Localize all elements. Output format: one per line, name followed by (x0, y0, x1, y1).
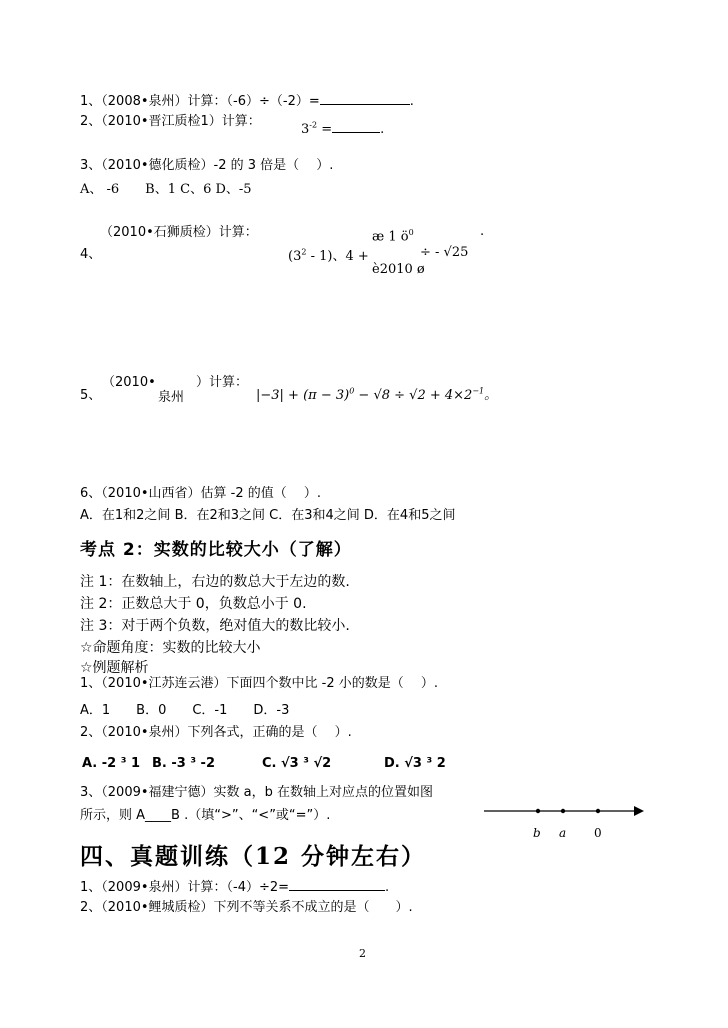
example-1 (80, 676, 438, 692)
q1-text: ）计算：（-6）÷（-2）= (174, 94, 320, 109)
q4-frac-bottom: è2010 ø (372, 262, 425, 277)
q2-expression (301, 120, 384, 137)
q5-label (196, 375, 248, 391)
question-4 (100, 225, 258, 241)
label-a (559, 825, 566, 841)
example-3-line-1 (80, 785, 433, 801)
q4-expr-part1b: - 1) (306, 249, 333, 264)
q4-tail: . (480, 224, 485, 239)
example-2-option-b (152, 756, 215, 772)
q2-exponent: -2 (309, 120, 318, 130)
q1-place: 泉州 (148, 94, 175, 109)
example-heading-text: ☆例题解析 (80, 660, 149, 676)
q5-expr2: − √8 ÷ √2 + 4×2 (354, 388, 473, 403)
number-line-arrow (634, 806, 644, 816)
note-1 (80, 574, 350, 590)
page-number (359, 946, 366, 962)
note-1-text: 注 1：在数轴上，右边的数总大于左边的数. (80, 574, 350, 590)
q4-period (480, 224, 484, 239)
note-2 (80, 596, 307, 612)
q1-tail: . (409, 94, 414, 109)
q4-expression (288, 245, 369, 264)
training-1-text: 1、（2009•泉州）计算：（-4）÷2= (80, 880, 290, 895)
example-1-text: 1、（2010•江苏连云港）下面四个数中比 -2 小的数是（ ）. (80, 676, 439, 691)
q2-equals: = (321, 122, 333, 137)
training-1-answer-blank[interactable] (289, 878, 385, 891)
training-1-tail: . (385, 880, 390, 895)
q5-number (80, 388, 101, 404)
example-3-line-1-text: 3、（2009•福建宁德）实数 a，b 在数轴上对应点的位置如图 (80, 785, 434, 800)
training-2-text: 2、（2010•鲤城质检）下列不等关系不成立的是（ ）. (80, 900, 413, 915)
label-zero (594, 825, 602, 841)
example-1-options (80, 703, 289, 719)
training-2 (80, 900, 413, 916)
question-5 (102, 375, 156, 391)
example-2-option-c (262, 756, 331, 772)
training-1 (80, 878, 389, 896)
q4-exp2: 0 (408, 228, 414, 237)
q4-separator: 、4 + (332, 249, 369, 264)
example-1-options-text: A．1 B．0 C．-1 D．-3 (80, 703, 290, 718)
label-a-text: a (559, 826, 567, 840)
q5-exp0: 0 (349, 386, 355, 396)
section-4-title-text: 四、真题训练（12 分钟左右） (80, 843, 427, 870)
q2-answer-blank[interactable] (332, 120, 380, 133)
proposition-angle (80, 640, 261, 656)
label-zero-text: 0 (594, 826, 602, 840)
q4-number (80, 247, 101, 263)
section-2-title (80, 542, 352, 558)
option-b-text: B. -3 ³ -2 (152, 756, 216, 771)
example-2-text: 2、（2010•泉州）下列各式，正确的是（ ）. (80, 725, 352, 740)
q5-text2: ）计算： (196, 375, 249, 390)
option-c-text: C. √3 ³ √2 (262, 756, 332, 771)
option-a-text: A. -2 ³ 1 (82, 756, 140, 771)
label-b-text: b (533, 826, 541, 840)
q5-expr: |−3| + (π − 3) (256, 388, 350, 403)
q5-exp-last: −1 (472, 386, 485, 396)
q1-answer-blank[interactable] (320, 92, 410, 105)
example-2-option-d (384, 756, 446, 772)
example-2-option-a (82, 756, 140, 772)
q4-num: 4、 (80, 247, 102, 262)
point-zero (596, 809, 600, 813)
q4-tail-expression (420, 245, 468, 260)
q4-frac-top: æ 1 ö (372, 229, 409, 245)
q4-expr-part1: (3 (288, 249, 302, 264)
option-d-text: D. √3 ³ 2 (384, 756, 446, 771)
q2-text: 2、（2010•晋江质检1）计算： (80, 114, 261, 129)
q4-mid: ÷ - √25 (420, 245, 469, 260)
q5-tail: 。 (484, 388, 498, 403)
question-3 (80, 158, 333, 174)
q5-text: （2010• (102, 375, 156, 390)
label-b (533, 825, 541, 841)
q6-text: 6、（2010•山西省）估算 -2 的值（ ）. (80, 486, 322, 501)
section-4-title (80, 842, 426, 872)
q6-options (80, 508, 455, 524)
example-2 (80, 725, 352, 741)
example-3-line-2 (80, 808, 330, 824)
q2-base: 3 (301, 122, 310, 137)
q1-prefix: 1、（2008• (80, 94, 149, 109)
q3-options (80, 182, 252, 198)
page-number-text: 2 (359, 947, 366, 960)
q3-text: 3、（2010•德化质检）-2 的 3 倍是（ ）. (80, 158, 334, 173)
example-heading (80, 660, 149, 676)
point-b (536, 809, 540, 813)
q6-options-text: A．在1和2之间 B．在2和3之间 C．在3和4之间 D．在4和5之间 (80, 508, 456, 523)
question-2 (80, 114, 261, 130)
q5-place-text: 泉州 (158, 390, 185, 405)
section-2-title-text: 考点 2：实数的比较大小（了解） (80, 540, 352, 560)
q4-fraction-bottom (372, 262, 425, 277)
q5-expression (256, 384, 497, 403)
note-2-text: 注 2：正数总大于 0，负数总小于 0. (80, 596, 307, 612)
example-3-line-2-text: 所示，则 A____B .（填“>”、“<”或“=”）. (80, 808, 331, 823)
q5-num: 5、 (80, 388, 102, 403)
q3-options-text: A、 -6 B、1 C、6 D、-5 (80, 182, 252, 197)
note-3 (80, 618, 350, 634)
q4-exp1: 2 (301, 247, 307, 257)
q5-place (158, 390, 184, 406)
q4-fraction-top (372, 228, 414, 244)
question-6 (80, 486, 321, 502)
note-3-text: 注 3：对于两个负数，绝对值大的数比较小. (80, 618, 350, 634)
point-a (561, 809, 565, 813)
q2-tail: . (380, 122, 385, 137)
proposition-angle-text: ☆命题角度：实数的比较大小 (80, 640, 261, 656)
question-1 (80, 92, 414, 110)
q4-text: （2010•石狮质检）计算： (100, 225, 258, 240)
